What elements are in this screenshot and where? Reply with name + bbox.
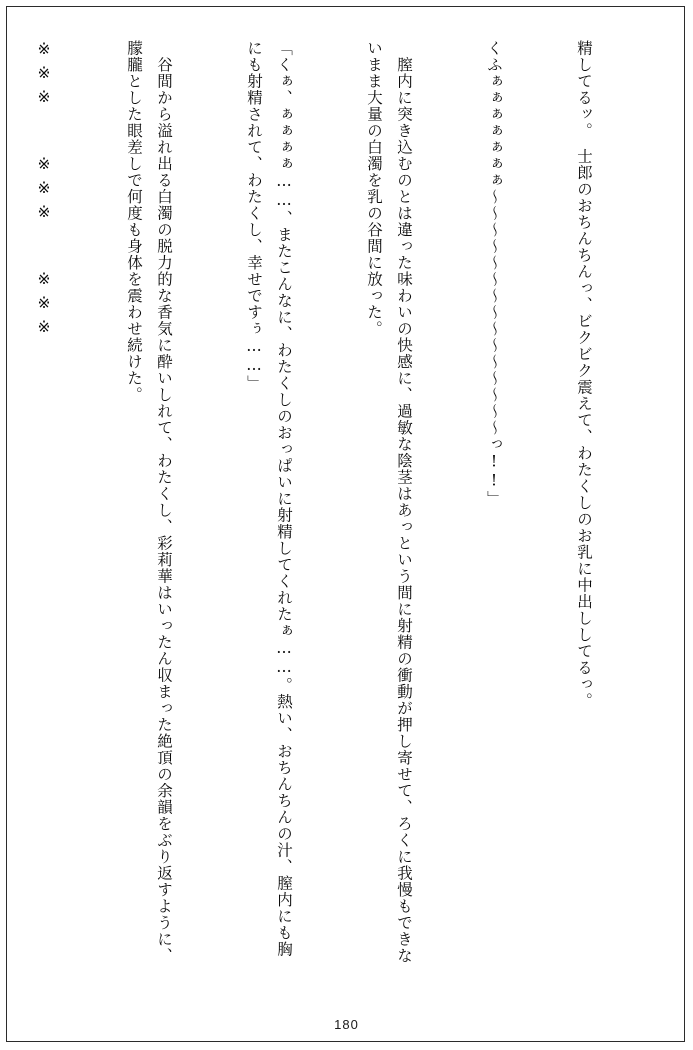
paragraph: 谷間から溢れ出る白濁の脱力的な香気に酔いしれて、わたくし、彩莉華はいったん収まった絶頂の余韻をぶり返すように、朦朧とした眼差しで何度も身体を震わせ続けた。 (125, 40, 173, 964)
paragraph: 「くぁ、ぁぁぁぁ……、またこんなに、わたくしのおっぱいに射精してくれたぁ……。熱い、おちんちんの汁、膣内にも胸にも射精されて、わたくし、幸せですぅ……」 (245, 40, 293, 958)
paragraph: 膣内に突き込むのとは違った味わいの快感に、過敏な陰茎はあっという間に射精の衝動が押し寄せて、ろくに我慢もできないまま大量の白濁を乳の谷間に放った。 (365, 40, 413, 964)
paragraph: くふぁぁぁぁぁぁぁ～～～～～～～～～～～～～～～っ!!」 (485, 40, 503, 507)
paragraph: 精してるッ。 士郎のおちんちんっ、ビクビク震えて、わたくしのお乳に中出ししてるっ。 (575, 40, 593, 709)
section-separator: ※※※ ※※※ ※※※ (35, 40, 53, 342)
page-number: 180 (334, 1017, 359, 1032)
page-body-text (35, 40, 659, 970)
